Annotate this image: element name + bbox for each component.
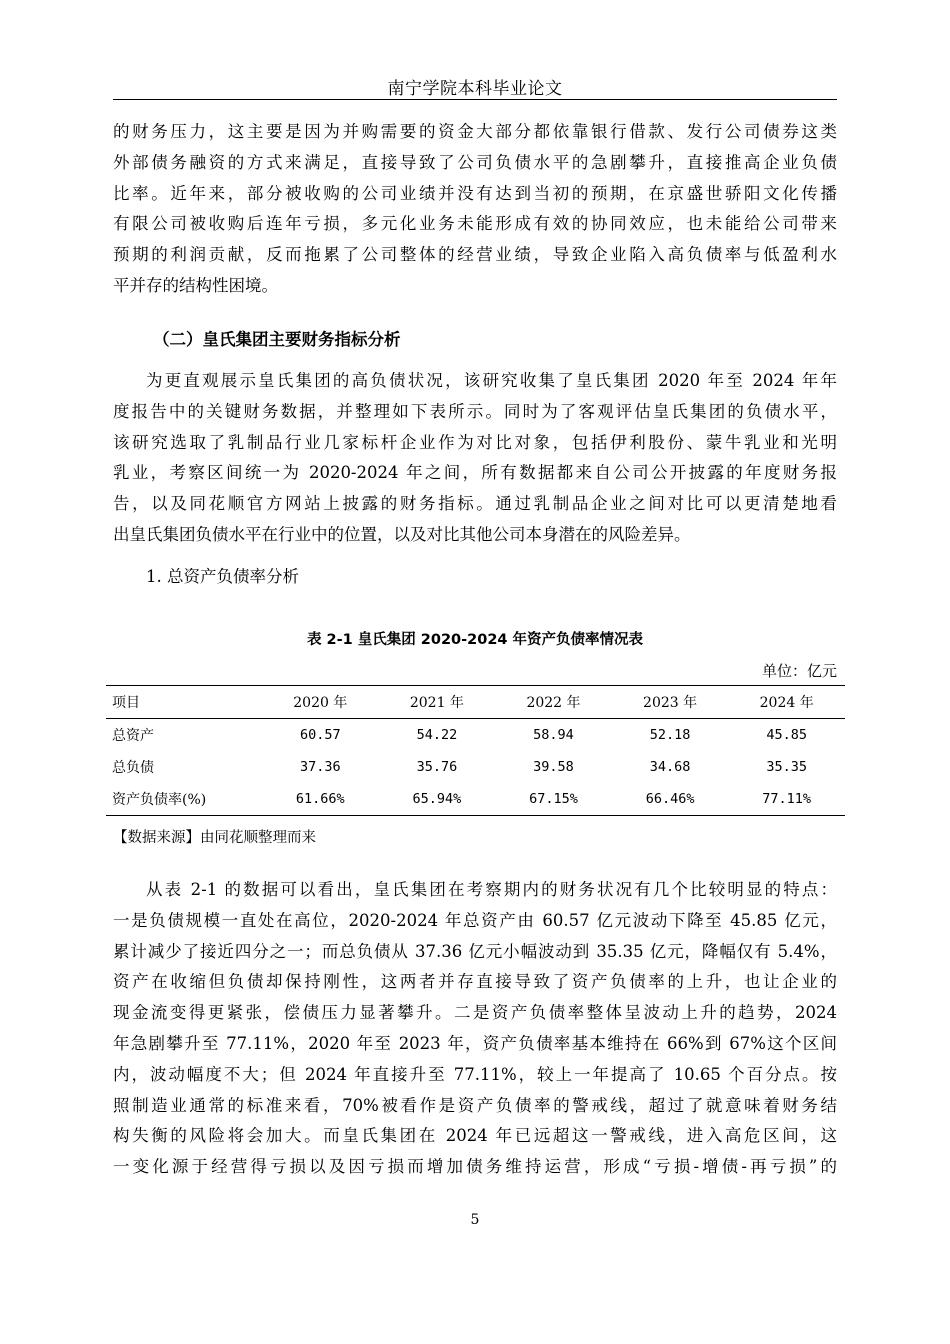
row-label: 总资产 [112, 728, 154, 744]
table-unit: 单位：亿元 [761, 662, 837, 680]
column-header: 2020 年 [293, 695, 348, 711]
section-heading: （二）皇氏集团主要财务指标分析 [153, 330, 401, 349]
table-row [106, 783, 845, 816]
paragraph-line: 乳业，考察区间统一为 2020-2024 年之间，所有数据都来自公司公开披露的年度财务报 [113, 463, 837, 483]
paragraph-line: 现金流变得更紧张，偿债压力显著攀升。二是资产负债率整体呈波动上升的趋势，2024 [113, 1003, 837, 1023]
table-cell: 35.35 [766, 759, 807, 775]
paragraph-line: 预期的利润贡献，反而拖累了公司整体的经营业绩，导致企业陷入高负债率与低盈利水 [113, 245, 837, 265]
paragraph-line: 为更直观展示皇氏集团的高负债状况，该研究收集了皇氏集团 2020 年至 2024 年年 [146, 371, 837, 390]
paragraph-line: 照制造业通常的标准来看，70%被看作是资产负债率的警戒线，超过了就意味着财务结 [113, 1095, 837, 1115]
paragraph-line: 的财务压力，这主要是因为并购需要的资金大部分都依靠银行借款、发行公司债券这类 [113, 122, 837, 141]
column-header: 2021 年 [409, 695, 464, 711]
row-label: 资产负债率(%) [112, 792, 207, 808]
paragraph-line: 告，以及同花顺官方网站上披露的财务指标。通过乳制品企业之间对比可以更清楚地看 [113, 494, 837, 514]
paragraph-analysis [113, 875, 837, 1183]
paragraph-line: 外部债务融资的方式来满足，直接导致了公司负债水平的急剧攀升，直接推高企业负债 [113, 152, 837, 172]
table-cell: 45.85 [766, 727, 807, 743]
row-label: 总负债 [112, 760, 154, 776]
table-header-row [106, 686, 845, 719]
table-cell: 60.57 [299, 727, 341, 743]
paragraph-line: 年急剧攀升至 77.11%，2020 年至 2023 年，资产负债率基本维持在 66%到 67%这个区间 [113, 1033, 837, 1053]
column-header: 2023 年 [643, 695, 698, 711]
table-cell: 67.15% [529, 791, 578, 807]
page-number: 5 [470, 1212, 480, 1228]
paragraph-line: 一是负债规模一直处在高位，2020-2024 年总资产由 60.57 亿元波动下降至 45.85 亿元， [113, 910, 837, 930]
paragraph-line: 内，波动幅度不大；但 2024 年直接升至 77.11%，较上一年提高了 10.65 个百分点。按 [113, 1064, 837, 1084]
paragraph-line: 构失衡的风险将会加大。而皇氏集团在 2024 年已远超这一警戒线，进入高危区间，这 [113, 1126, 837, 1146]
paragraph-line: 平并存的结构性困境。 [113, 275, 278, 295]
paragraph-financial-pressure [113, 117, 837, 302]
table-cell: 61.66% [295, 791, 345, 807]
table-cell: 54.22 [416, 727, 458, 743]
table-cell: 35.76 [416, 759, 458, 775]
table-cell: 77.11% [762, 791, 812, 807]
column-header: 2024 年 [759, 695, 814, 711]
table-cell: 58.94 [533, 727, 574, 743]
subheading: 1. 总资产负债率分析 [146, 567, 299, 586]
table-cell: 66.46% [645, 791, 695, 807]
paragraph-line: 累计减少了接近四分之一；而总负债从 37.36 亿元小幅波动到 35.35 亿元，降幅仅有 5.4%， [113, 941, 837, 961]
table-source-note: 【数据来源】由同花顺整理而来 [113, 830, 316, 846]
paragraph-line: 度报告中的关键财务数据，并整理如下表所示。同时为了客观评估皇氏集团的负债水平， [113, 401, 837, 421]
table-cell: 52.18 [649, 727, 691, 743]
table-row [106, 719, 845, 752]
table-cell: 65.94% [412, 791, 462, 807]
paragraph-line: 有限公司被收购后连年亏损，多元化业务未能形成有效的协同效应，也未能给公司带来 [113, 214, 837, 234]
table-cell: 37.36 [299, 759, 341, 775]
paragraph-data-collection [113, 366, 837, 551]
column-header: 2022 年 [526, 695, 581, 711]
paragraph-line: 一变化源于经营得亏损以及因亏损而增加债务维持运营，形成“亏损-增债-再亏损”的 [113, 1157, 837, 1177]
running-header: 南宁学院本科毕业论文 [387, 79, 563, 99]
table-cell: 39.58 [533, 759, 574, 775]
header-rule [113, 99, 837, 100]
table-caption: 表 2-1 皇氏集团 2020-2024 年资产负债率情况表 [306, 632, 644, 648]
column-header: 项目 [112, 695, 140, 711]
paragraph-line: 出皇氏集团负债水平在行业中的位置，以及对比其他公司本身潜在的风险差异。 [113, 524, 691, 544]
paragraph-line: 比率。近年来，部分被收购的公司业绩并没有达到当初的预期，在京盛世骄阳文化传播 [113, 183, 837, 203]
paragraph-line: 该研究选取了乳制品行业几家标杆企业作为对比对象，包括伊利股份、蒙牛乳业和光明 [113, 432, 837, 452]
paragraph-line: 从表 2-1 的数据可以看出，皇氏集团在考察期内的财务状况有几个比较明显的特点： [146, 880, 837, 899]
financial-table [106, 685, 845, 816]
table-row [106, 751, 845, 783]
paragraph-line: 资产在收缩但负债却保持刚性，这两者并存直接导致了资产负债率的上升，也让企业的 [113, 972, 837, 992]
table-cell: 34.68 [649, 759, 691, 775]
